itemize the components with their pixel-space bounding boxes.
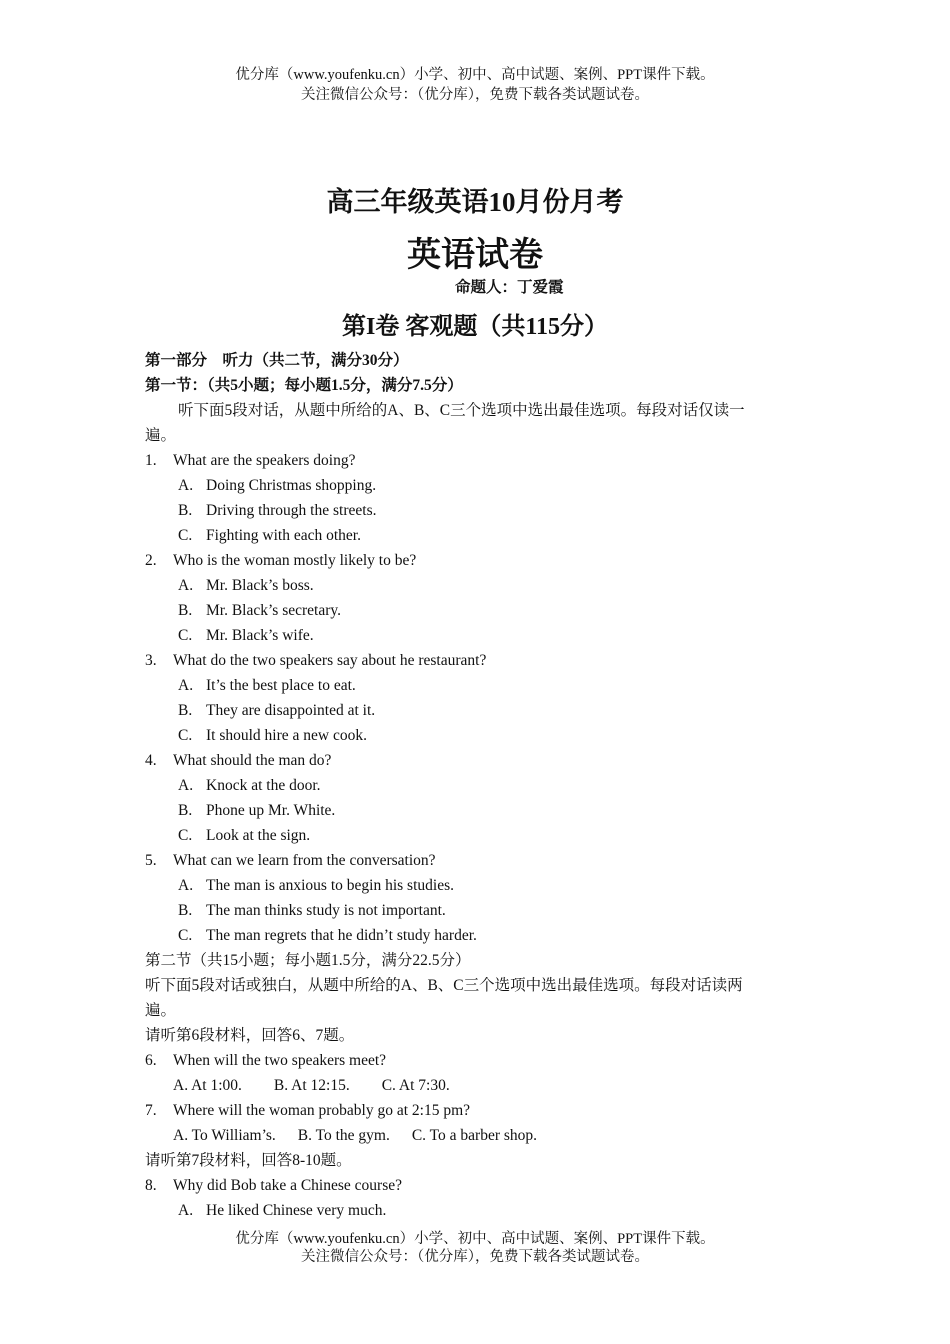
material-7-note: 请听第7段材料，回答8-10题。 — [145, 1152, 352, 1169]
option-a — [145, 773, 810, 798]
question-number: 7. — [145, 1102, 157, 1119]
material-6-note: 请听第6段材料，回答6、7题。 — [145, 1027, 355, 1044]
option-text: Fighting with each other. — [206, 527, 361, 544]
question-text: What are the speakers doing? — [173, 452, 356, 469]
option-text: Mr. Black’s boss. — [206, 577, 314, 594]
question-number: 4. — [145, 752, 157, 769]
option-text: They are disappointed at it. — [206, 702, 376, 719]
question-text: What do the two speakers say about he restaurant? — [173, 652, 487, 669]
option-label: C. — [178, 627, 193, 644]
option-label: B. — [178, 902, 193, 919]
exam-body — [145, 348, 810, 1223]
question-list — [145, 448, 810, 948]
part-heading: 第一部分 听力（共二节，满分30分） — [145, 352, 409, 369]
question-6 — [145, 1048, 810, 1073]
option-label: A. — [178, 777, 194, 794]
question-text: What can we learn from the conversation? — [173, 852, 436, 869]
option-c: C. To a barber shop. — [411, 1127, 538, 1144]
option-label: B. — [178, 702, 193, 719]
header-line-2: 关注微信公众号：（优分库），免费下载各类试题试卷。 — [301, 87, 649, 103]
question-text: When will the two speakers meet? — [173, 1052, 387, 1069]
option-b — [145, 898, 810, 923]
question-number: 6. — [145, 1052, 157, 1069]
option-label: A. — [178, 1202, 194, 1219]
option-b — [145, 698, 810, 723]
volume-heading: 第I卷 客观题（共115分） — [341, 314, 608, 340]
question-4 — [145, 748, 810, 773]
option-text: Mr. Black’s secretary. — [206, 602, 342, 619]
option-label: A. — [178, 877, 194, 894]
option-text: Look at the sign. — [206, 827, 311, 844]
option-b — [145, 798, 810, 823]
question-text: What should the man do? — [173, 752, 332, 769]
option-label: B. — [178, 602, 193, 619]
option-text: Doing Christmas shopping. — [206, 477, 377, 494]
option-label: C. — [178, 827, 193, 844]
section1-heading: 第一节：（共5小题；每小题1.5分，满分7.5分） — [145, 377, 463, 394]
section2-instructions-cont: 遍。 — [145, 1002, 177, 1019]
section1-instructions: 听下面5段对话，从题中所给的A、B、C三个选项中选出最佳选项。每段对话仅读一 — [178, 402, 745, 419]
option-a: A. To William’s. — [173, 1127, 276, 1144]
question-3 — [145, 648, 810, 673]
footer-line-1: 优分库（www.youfenku.cn）小学、初中、高中试题、案例、PPT课件下载。 — [235, 1231, 715, 1247]
option-label: C. — [178, 727, 193, 744]
question-text: Who is the woman mostly likely to be? — [173, 552, 417, 569]
option-label: B. — [178, 502, 193, 519]
option-text: The man thinks study is not important. — [206, 902, 446, 919]
option-label: C. — [178, 527, 193, 544]
option-c: C. At 7:30. — [381, 1077, 450, 1094]
question-number: 8. — [145, 1177, 157, 1194]
question-8 — [145, 1173, 810, 1198]
option-a — [145, 573, 810, 598]
exam-title: 高三年级英语10月份月考 — [326, 187, 624, 217]
section2-instructions: 听下面5段对话或独白，从题中所给的A、B、C三个选项中选出最佳选项。每段对话读两 — [145, 977, 743, 994]
option-b: B. At 12:15. — [273, 1077, 350, 1094]
option-text: The man is anxious to begin his studies. — [206, 877, 454, 894]
footer-line-2: 关注微信公众号：（优分库），免费下载各类试题试卷。 — [301, 1249, 649, 1265]
question-7 — [145, 1098, 810, 1123]
option-label: B. — [178, 802, 193, 819]
question-5 — [145, 848, 810, 873]
question-2 — [145, 548, 810, 573]
option-a: A. At 1:00. — [173, 1077, 242, 1094]
option-c — [145, 923, 810, 948]
question-text: Where will the woman probably go at 2:15 pm? — [173, 1102, 471, 1119]
option-a — [145, 873, 810, 898]
option-c — [145, 723, 810, 748]
question-7-options — [145, 1123, 810, 1148]
option-text: Mr. Black’s wife. — [206, 627, 314, 644]
option-a — [145, 473, 810, 498]
option-b: B. To the gym. — [297, 1127, 390, 1144]
option-c — [145, 823, 810, 848]
question-number: 1. — [145, 452, 157, 469]
question-number: 2. — [145, 552, 157, 569]
question-1 — [145, 448, 810, 473]
exam-subtitle: 英语试卷 — [407, 237, 543, 274]
option-a — [145, 673, 810, 698]
header-line-1: 优分库（www.youfenku.cn）小学、初中、高中试题、案例、PPT课件下载。 — [235, 67, 715, 83]
option-c — [145, 523, 810, 548]
option-text: Driving through the streets. — [206, 502, 377, 519]
option-label: C. — [178, 927, 193, 944]
question-number: 3. — [145, 652, 157, 669]
option-label: A. — [178, 577, 194, 594]
option-label: A. — [178, 677, 194, 694]
question-text: Why did Bob take a Chinese course? — [173, 1177, 402, 1194]
option-text: He liked Chinese very much. — [206, 1202, 387, 1219]
option-text: Phone up Mr. White. — [206, 802, 336, 819]
question-8-option-a — [145, 1198, 810, 1223]
option-text: It’s the best place to eat. — [206, 677, 356, 694]
section2-heading: 第二节（共15小题；每小题1.5分，满分22.5分） — [145, 952, 471, 969]
exam-author: 命题人：丁爱霞 — [455, 279, 564, 296]
option-label: A. — [178, 477, 194, 494]
question-number: 5. — [145, 852, 157, 869]
option-c — [145, 623, 810, 648]
option-text: Knock at the door. — [206, 777, 321, 794]
option-b — [145, 498, 810, 523]
question-6-options — [145, 1073, 810, 1098]
option-text: It should hire a new cook. — [206, 727, 367, 744]
option-b — [145, 598, 810, 623]
option-text: The man regrets that he didn’t study harder. — [206, 927, 477, 944]
section1-instructions-cont: 遍。 — [145, 427, 177, 444]
